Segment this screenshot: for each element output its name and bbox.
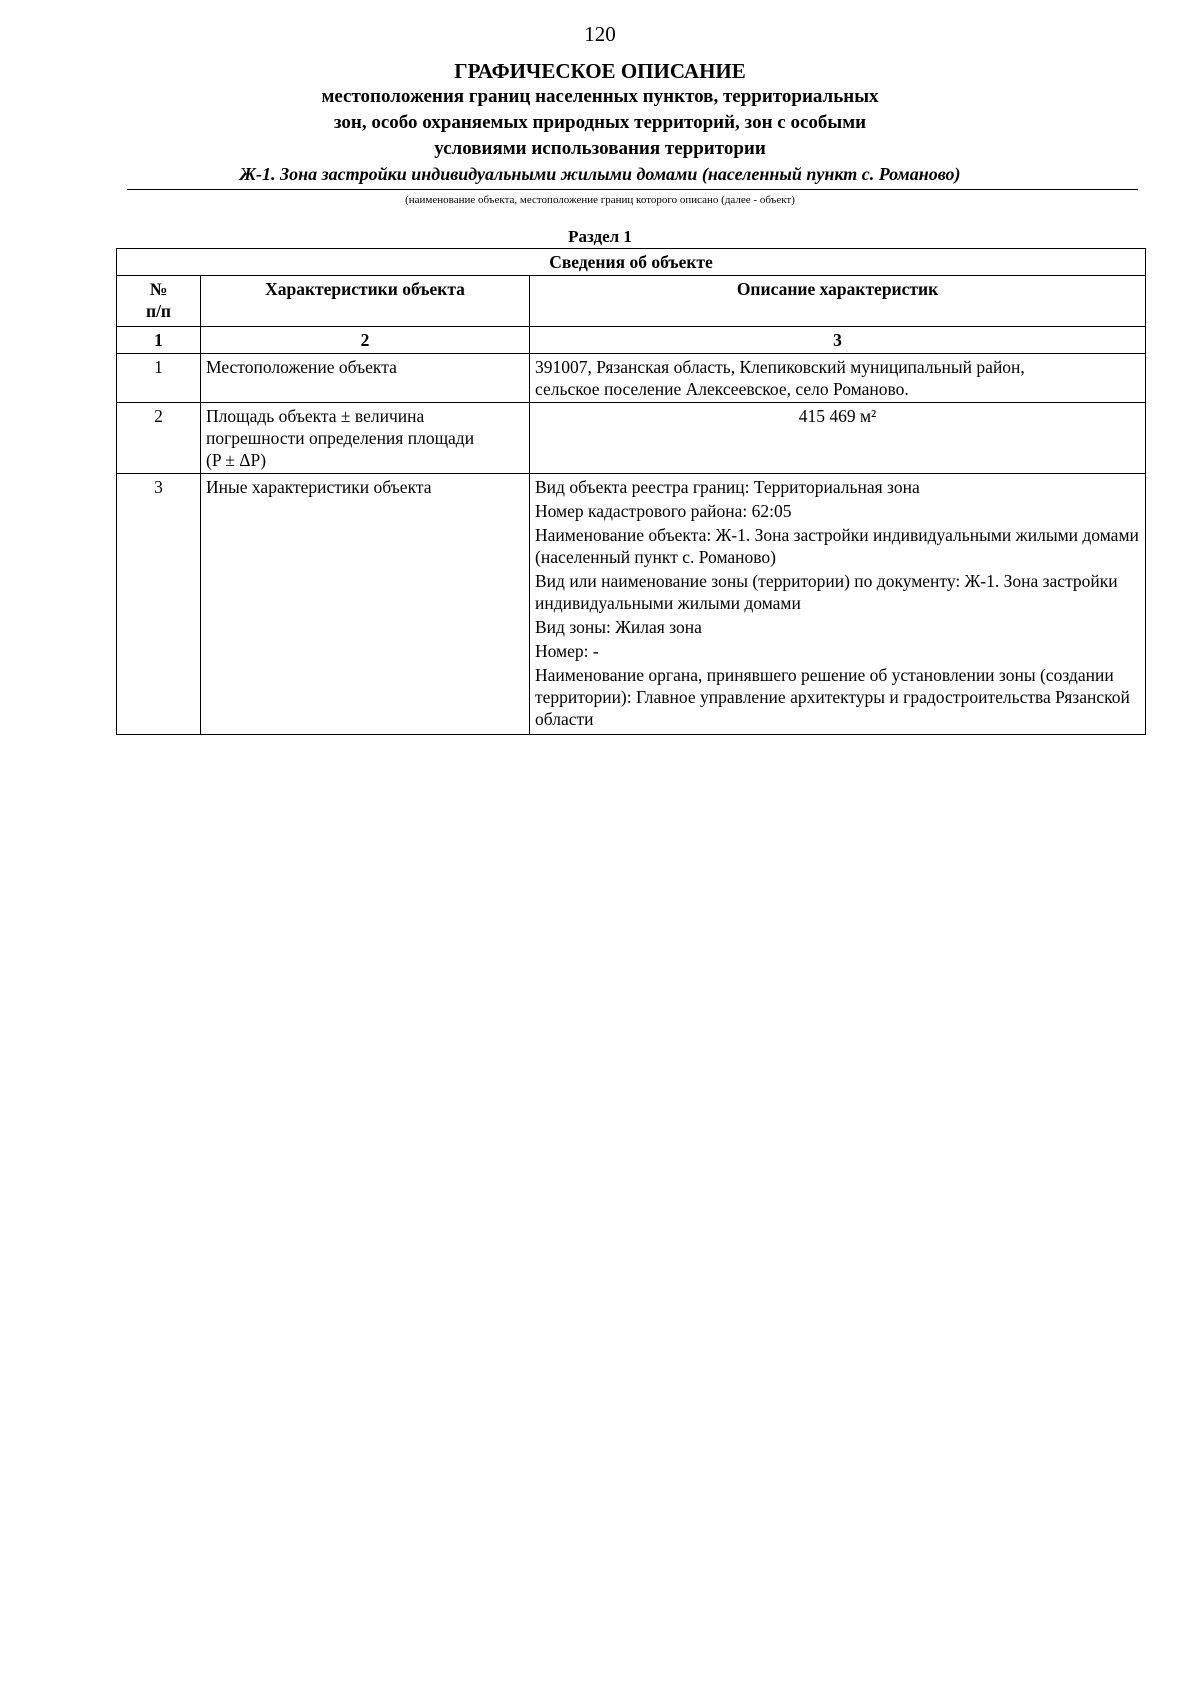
table-column-numbers-row <box>117 327 1146 354</box>
row-description-details <box>530 474 1146 735</box>
row-characteristic <box>201 354 530 403</box>
object-name: Ж-1. Зона застройки индивидуальными жилыми домами (населенный пункт с. Романово) <box>239 164 961 184</box>
description-line: сельское поселение Алексеевское, село Романово. <box>535 379 909 399</box>
detail-item: Номер кадастрового района: 62:05 <box>535 501 792 521</box>
header-number-line: № <box>149 279 168 299</box>
header-characteristics: Характеристики объекта <box>201 276 530 327</box>
description-line: 391007, Рязанская область, Клепиковский муниципальный район, <box>535 357 1025 377</box>
characteristic-line: Местоположение объекта <box>206 357 397 377</box>
table-header-row <box>117 276 1146 327</box>
title-main: ГРАФИЧЕСКОЕ ОПИСАНИЕ <box>454 59 746 83</box>
title-line: местоположения границ населенных пунктов, территориальных <box>321 86 879 107</box>
table-row <box>117 403 1146 474</box>
header-description: Описание характеристик <box>530 276 1146 327</box>
column-number: 2 <box>201 327 530 354</box>
object-caption: (наименование объекта, местоположение границ которого описано (далее - объект) <box>405 194 795 206</box>
column-number: 1 <box>117 327 201 354</box>
row-characteristic <box>201 474 530 735</box>
header-number <box>117 276 201 327</box>
title-line: зон, особо охраняемых природных территорий, зон с особыми <box>333 112 867 133</box>
header-number-line: п/п <box>145 301 172 321</box>
detail-item: Наименование органа, принявшего решение об установлении зоны (создании территории): Главное управление архитектуры и градостроительства Рязанской области <box>535 665 1130 729</box>
table-row <box>117 354 1146 403</box>
row-number: 3 <box>117 474 201 735</box>
detail-item: Наименование объекта: Ж-1. Зона застройки индивидуальными жилыми домами (населенный пункт с. Романово) <box>535 525 1139 567</box>
characteristic-line: Иные характеристики объекта <box>206 477 432 497</box>
row-description-area: 415 469 м² <box>530 403 1146 474</box>
row-description <box>530 354 1146 403</box>
row-characteristic <box>201 403 530 474</box>
row-number: 1 <box>117 354 201 403</box>
page-number: 120 <box>584 22 616 46</box>
object-info-table <box>116 248 1146 735</box>
section-title: Раздел 1 <box>568 227 632 246</box>
characteristic-line: погрешности определения площади <box>206 428 475 448</box>
column-number: 3 <box>530 327 1146 354</box>
row-number: 2 <box>117 403 201 474</box>
table-row <box>117 474 1146 735</box>
object-name-underline <box>127 189 1138 190</box>
title-line: условиями использования территории <box>434 138 766 159</box>
table-caption-row <box>117 249 1146 276</box>
characteristic-line: Площадь объекта ± величина <box>206 406 425 426</box>
detail-item: Вид зоны: Жилая зона <box>535 617 702 637</box>
table-caption: Сведения об объекте <box>117 249 1146 276</box>
detail-item: Вид или наименование зоны (территории) по документу: Ж-1. Зона застройки индивидуальными жилыми домами <box>535 571 1118 613</box>
document-title <box>0 58 1200 162</box>
detail-item: Номер: - <box>535 641 599 661</box>
characteristic-line: (P ± ΔP) <box>206 450 267 470</box>
detail-item: Вид объекта реестра границ: Территориальная зона <box>535 477 920 497</box>
